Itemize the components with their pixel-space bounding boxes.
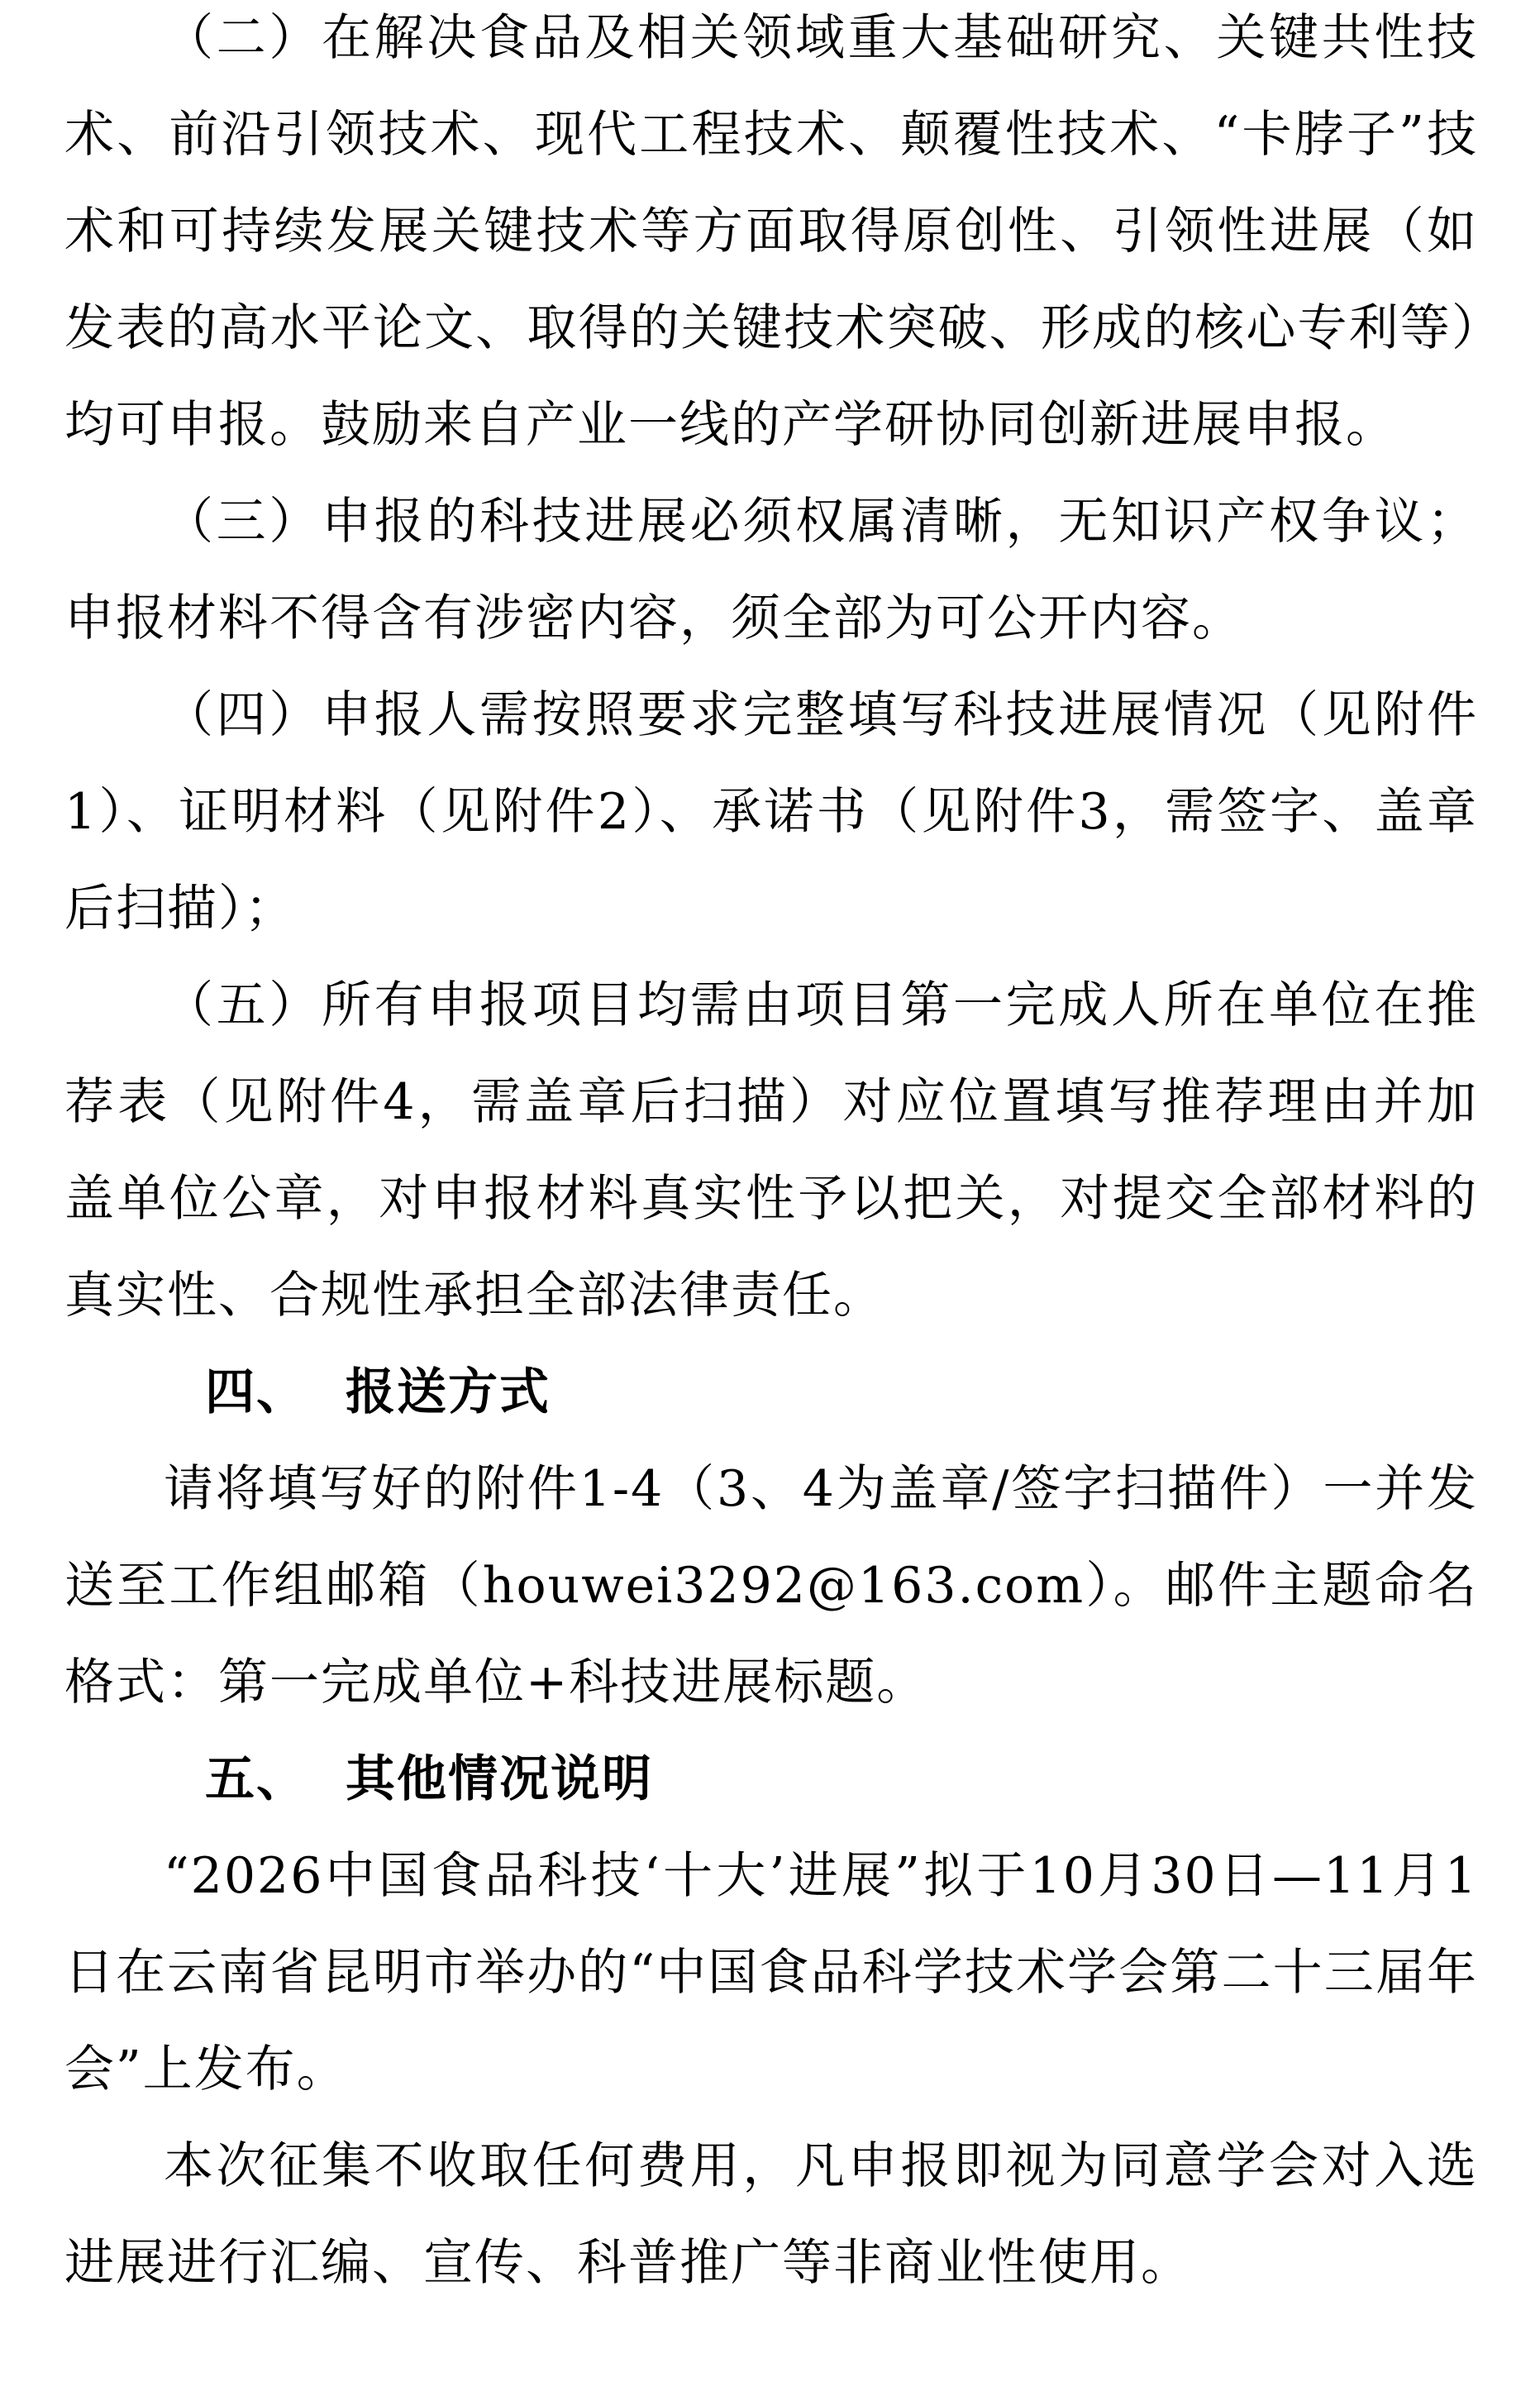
section-title: 其他情况说明	[346, 1750, 653, 1808]
section-number: 四、	[205, 1363, 308, 1421]
section-title: 报送方式	[346, 1363, 551, 1421]
paragraph-eligibility-scope: （二）在解决食品及相关领域重大基础研究、关键共性技术、前沿引领技术、现代工程技术、颠覆性技术、“卡脖子”技术和可持续发展关键技术等方面取得原创性、引领性进展（如发表的高水平论文、取得的关键技术突破、形成的核心专利等）均可申报。鼓励来自产业一线的产学研协同创新进展申报。	[64, 9, 1478, 454]
section-number: 五、	[205, 1750, 308, 1808]
paragraph-submission-method: 请将填写好的附件1-4（3、4为盖章/签字扫描件）一并发送至工作组邮箱（houwei3292@163.com）。邮件主题命名格式：第一完成单位+科技进展标题。	[64, 1460, 1478, 1711]
document-page	[64, 0, 1478, 2312]
paragraph-ownership-requirement: （三）申报的科技进展必须权属清晰，无知识产权争议；申报材料不得含有涉密内容，须全部为可公开内容。	[64, 493, 1478, 647]
paragraph-fee-and-usage: 本次征集不收取任何费用，凡申报即视为同意学会对入选进展进行汇编、宣传、科普推广等非商业性使用。	[64, 2137, 1478, 2292]
paragraph-application-materials: （四）申报人需按照要求完整填写科技进展情况（见附件1）、证明材料（见附件2）、承诺书（见附件3，需签字、盖章后扫描）；	[64, 686, 1478, 938]
paragraph-recommendation-form: （五）所有申报项目均需由项目第一完成人所在单位在推荐表（见附件4，需盖章后扫描）对应位置填写推荐理由并加盖单位公章，对申报材料真实性予以把关，对提交全部材料的真实性、合规性承担全部法律责任。	[64, 976, 1478, 1325]
section-heading-submission	[64, 1344, 1478, 1441]
section-heading-other-notes	[64, 1731, 1478, 1828]
paragraph-release-event: “2026中国食品科技‘十大’进展”拟于10月30日—11月1日在云南省昆明市举办的“中国食品科学技术学会第二十三届年会”上发布。	[64, 1847, 1478, 2098]
